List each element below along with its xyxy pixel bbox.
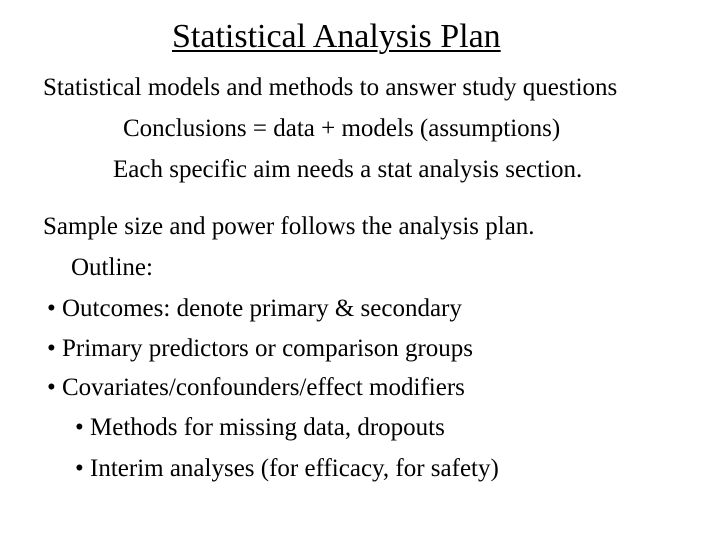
- bullet-covariates: • Covariates/confounders/effect modifiers: [47, 374, 465, 401]
- bullet-primary-predictors: • Primary predictors or comparison groups: [47, 335, 474, 362]
- text-line-specific-aim: Each specific aim needs a stat analysis section.: [113, 156, 583, 183]
- bullet-missing-data: • Methods for missing data, dropouts: [75, 414, 445, 441]
- bullet-outcomes: • Outcomes: denote primary & secondary: [47, 295, 462, 322]
- text-line-statistical-models: Statistical models and methods to answer study questions: [43, 74, 618, 101]
- slide-title: Statistical Analysis Plan: [172, 18, 501, 55]
- text-line-conclusions: Conclusions = data + models (assumptions): [123, 115, 561, 142]
- text-line-sample-size: Sample size and power follows the analysis plan.: [43, 213, 535, 240]
- bullet-interim-analyses: • Interim analyses (for efficacy, for safety): [75, 455, 499, 482]
- text-line-outline: Outline:: [71, 254, 153, 281]
